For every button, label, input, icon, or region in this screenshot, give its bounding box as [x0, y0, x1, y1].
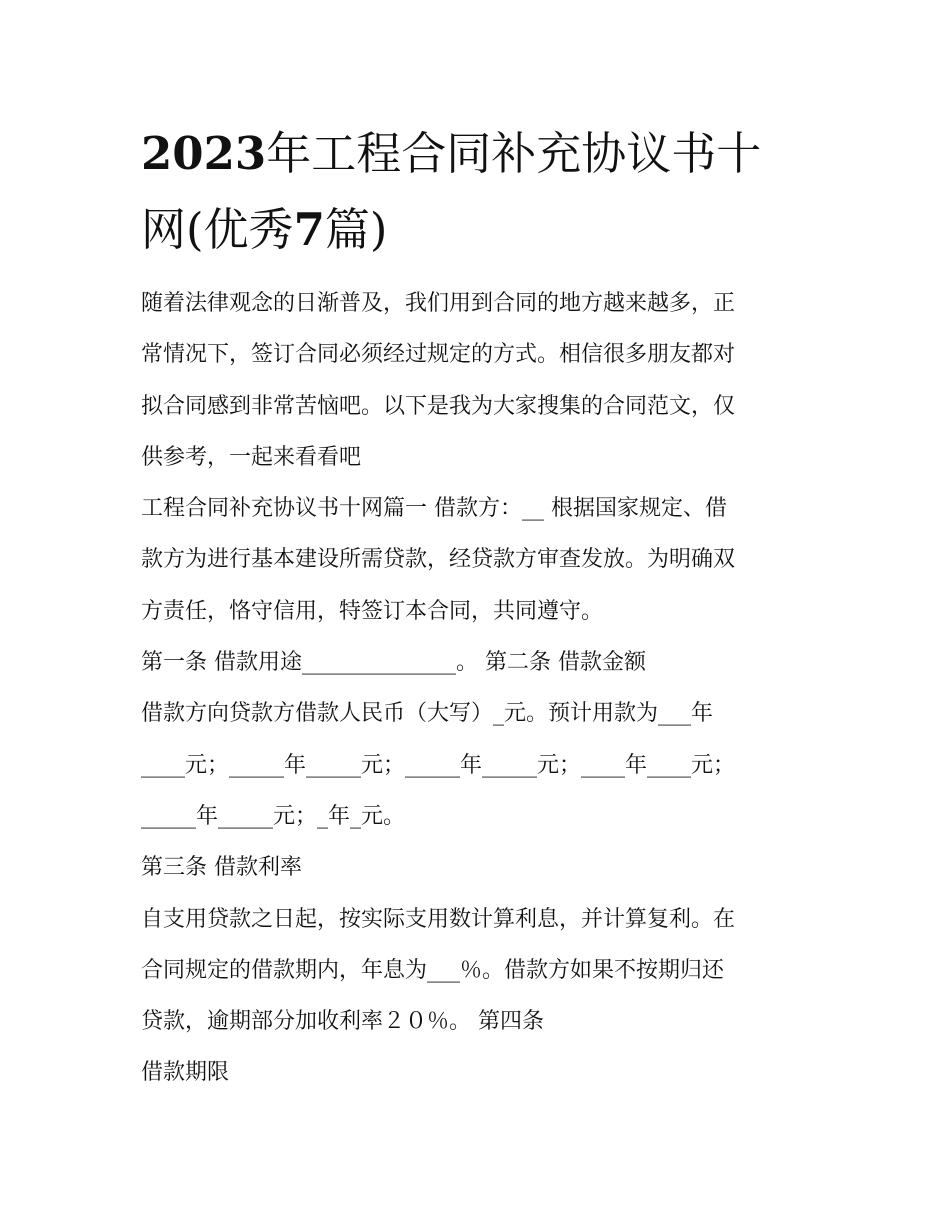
title-text-1: 年工程合同补充协议书十 [266, 127, 762, 180]
document-body [141, 278, 813, 1099]
title-count: 7 [293, 203, 325, 256]
text-line: 款方为进行基本建设所需贷款，经贷款方审查发放。为明确双 [141, 547, 736, 573]
text-line: _____年_____元；_年_元。 [141, 803, 406, 829]
text-line: 第三条 借款利率 [141, 855, 302, 881]
text-line: 拟合同感到非常苦恼吧。以下是我为大家搜集的合同范文，仅 [141, 393, 736, 419]
text-line: 贷款，逾期部分加收利率２０％。 第四条 [141, 1009, 544, 1035]
title-year: 2023 [141, 127, 267, 180]
title-line-1 [141, 116, 813, 192]
text-line: ____元；_____年_____元；_____年_____元；____年____元； [141, 752, 736, 778]
title-text-2a: 网(优秀 [141, 203, 294, 256]
document-page [141, 116, 813, 1099]
text-line: 随着法律观念的日渐普及，我们用到合同的地方越来越多，正 [141, 291, 736, 316]
text-line: 工程合同补充协议书十网篇一 借款方：__ 根据国家规定、借 [141, 496, 727, 522]
text-line: 借款期限 [141, 1060, 230, 1086]
text-line: 合同规定的借款期内，年息为___％。借款方如果不按期归还 [141, 957, 725, 983]
text-line: 供参考，一起来看看吧 [141, 444, 362, 470]
title-line-2 [141, 192, 813, 268]
text-line: 借款方向贷款方借款人民币（大写）_元。预计用款为___年 [141, 701, 714, 727]
text-line: 常情况下，签订合同必须经过规定的方式。相信很多朋友都对 [141, 342, 736, 368]
text-line: 第一条 借款用途______________。 第二条 借款金额 [141, 650, 646, 676]
text-line: 自支用贷款之日起，按实际支用数计算利息，并计算复利。在 [141, 906, 736, 932]
text-line: 方责任，恪守信用，特签订本合同，共同遵守。 [141, 598, 604, 624]
document-title [141, 116, 813, 268]
title-text-2b: 篇) [324, 203, 388, 256]
